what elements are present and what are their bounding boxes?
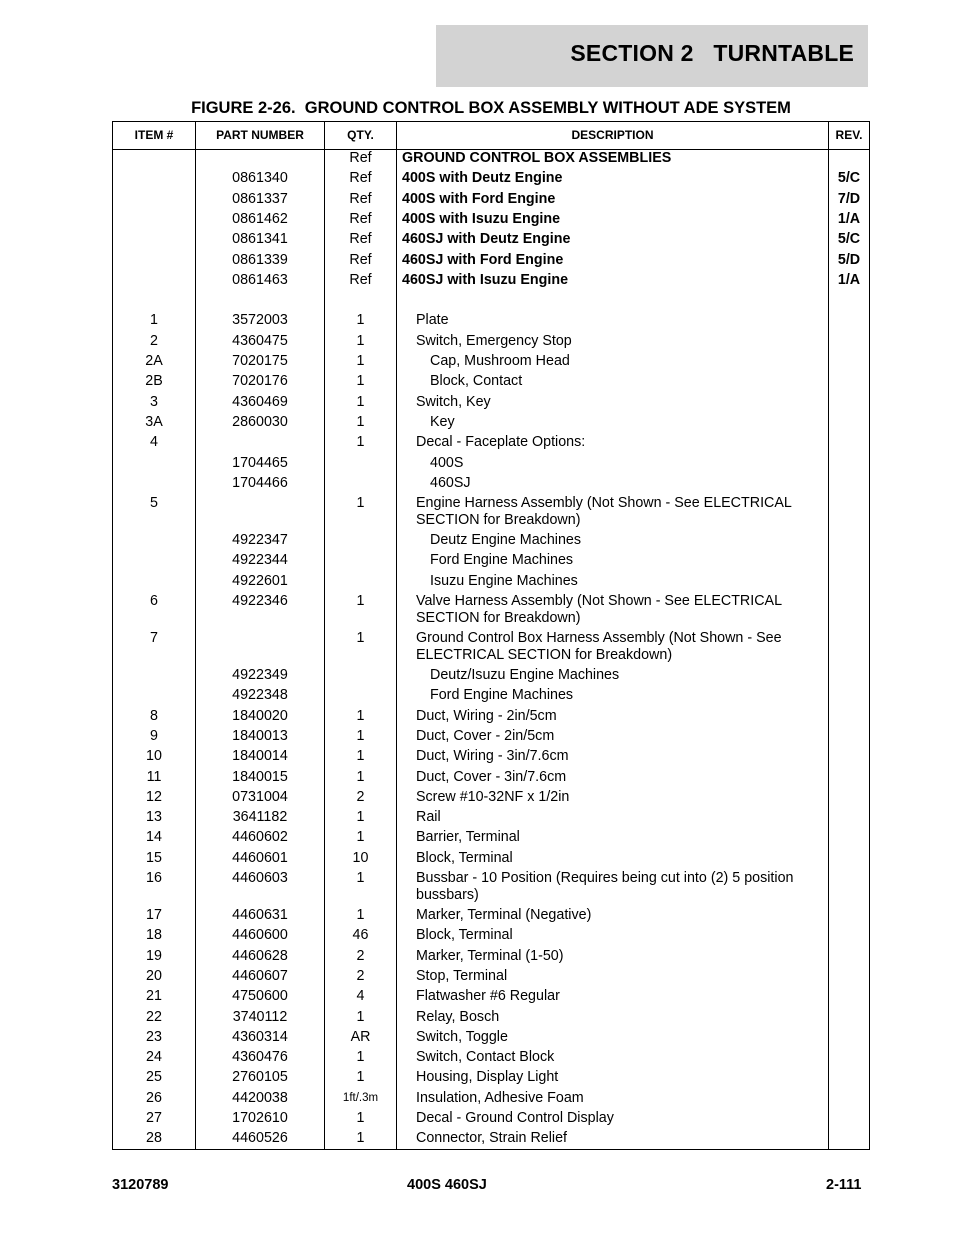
description-cell: Housing, Display Light (416, 1069, 559, 1086)
description-cell: Connector, Strain Relief (416, 1130, 567, 1147)
part-number-cell: 2760105 (232, 1069, 288, 1086)
description-cell: 400S with Isuzu Engine (402, 210, 561, 227)
qty-cell: 1 (356, 748, 365, 765)
description-cell: Engine Harness Assembly (Not Shown - See ELECTRICAL (416, 495, 792, 512)
description-cell: 400S (430, 454, 464, 471)
header-rev: REV. (835, 128, 863, 142)
description-cell: Decal - Faceplate Options: (416, 434, 586, 451)
description-cell: Decal - Ground Control Display (416, 1110, 614, 1126)
qty-cell: Ref (349, 210, 372, 227)
item-number-cell: 26 (146, 1089, 162, 1106)
description-continuation-cell: bussbars) (416, 887, 479, 903)
description-continuation-cell: SECTION for Breakdown) (416, 512, 581, 529)
footer-page-number: 2-111 (826, 1177, 862, 1193)
qty-cell: 2 (356, 947, 365, 964)
part-number-cell: 3572003 (232, 312, 288, 329)
qty-cell: 1 (356, 630, 365, 646)
part-number-cell: 4460628 (232, 947, 288, 964)
qty-cell: 1 (356, 829, 365, 846)
qty-cell: 1 (356, 393, 365, 410)
description-cell: Screw #10-32NF x 1/2in (416, 788, 570, 805)
item-number-cell: 10 (146, 748, 162, 765)
part-number-cell: 0861463 (232, 271, 288, 288)
part-number-cell: 1704466 (232, 474, 288, 491)
rev-cell: 5/C (837, 170, 861, 187)
item-number-cell: 15 (146, 849, 162, 866)
description-cell: Duct, Cover - 2in/5cm (416, 727, 555, 744)
rev-cell: 5/D (837, 251, 861, 268)
part-number-cell: 0861339 (232, 251, 288, 268)
part-number-cell: 0861462 (232, 210, 288, 227)
part-number-cell: 7020175 (232, 353, 288, 369)
item-number-cell: 7 (150, 630, 158, 646)
part-number-cell: 1840015 (232, 768, 288, 785)
figure-title: FIGURE 2-26. GROUND CONTROL BOX ASSEMBLY WITHOUT ADE SYSTEM (191, 99, 791, 117)
description-cell: Duct, Wiring - 3in/7.6cm (416, 748, 569, 765)
header-qty: QTY. (347, 128, 374, 142)
qty-cell: 1 (356, 373, 365, 390)
description-cell: Ground Control Box Harness Assembly (Not Shown - See (416, 630, 782, 646)
qty-cell: Ref (349, 170, 372, 187)
description-cell: Rail (416, 809, 441, 826)
part-number-cell: 3641182 (232, 809, 288, 826)
description-cell: Insulation, Adhesive Foam (416, 1089, 584, 1106)
qty-cell: Ref (349, 271, 372, 288)
description-cell: Valve Harness Assembly (Not Shown - See ELECTRICAL (416, 593, 783, 609)
parts-table (112, 121, 870, 1150)
description-cell: Duct, Wiring - 2in/5cm (416, 707, 557, 724)
description-cell: Plate (416, 312, 449, 329)
item-number-cell: 28 (146, 1130, 162, 1147)
qty-cell: AR (350, 1028, 371, 1045)
item-number-cell: 5 (150, 495, 158, 512)
description-cell: Flatwasher #6 Regular (416, 988, 560, 1005)
description-cell: Duct, Cover - 3in/7.6cm (416, 768, 567, 785)
footer-doc-number: 3120789 (112, 1177, 169, 1193)
qty-cell: 1ft/.3m (342, 1091, 379, 1104)
part-number-cell: 7020176 (232, 373, 288, 390)
item-number-cell: 8 (150, 707, 158, 724)
qty-cell: 10 (352, 849, 369, 866)
qty-cell: Ref (349, 251, 372, 268)
part-number-cell: 4460602 (232, 829, 288, 846)
description-cell: 460SJ with Deutz Engine (402, 231, 571, 248)
description-cell: Switch, Toggle (416, 1028, 508, 1045)
description-cell: Key (430, 413, 455, 430)
item-number-cell: 18 (146, 927, 162, 944)
qty-cell: 1 (356, 353, 365, 369)
part-number-cell: 0861337 (232, 190, 288, 207)
qty-cell: 1 (356, 707, 365, 724)
part-number-cell: 4460601 (232, 849, 288, 866)
qty-cell: 4 (356, 988, 365, 1005)
item-number-cell: 3A (145, 413, 163, 430)
description-cell: 400S with Deutz Engine (402, 170, 563, 187)
description-cell: Ford Engine Machines (430, 552, 574, 569)
part-number-cell: 1702610 (232, 1110, 288, 1126)
item-number-cell: 2A (145, 353, 163, 369)
item-number-cell: 23 (146, 1028, 162, 1045)
part-number-cell: 4922348 (232, 687, 288, 704)
item-number-cell: 3 (150, 393, 158, 410)
section-header (436, 25, 868, 87)
description-cell: Stop, Terminal (416, 967, 508, 984)
description-cell: Deutz Engine Machines (430, 532, 581, 549)
description-cell: 460SJ (430, 474, 471, 491)
description-cell: Switch, Key (416, 393, 491, 410)
description-cell: Marker, Terminal (Negative) (416, 907, 592, 923)
qty-cell: 1 (356, 1069, 365, 1086)
qty-cell: 1 (356, 809, 365, 826)
rev-cell: 1/A (837, 210, 861, 227)
part-number-cell: 4922601 (232, 572, 288, 589)
description-cell: Block, Terminal (416, 927, 513, 944)
part-number-cell: 4750600 (232, 988, 288, 1005)
part-number-cell: 4420038 (232, 1089, 288, 1106)
section-title: SECTION 2 TURNTABLE (570, 40, 854, 66)
qty-cell: 1 (356, 768, 365, 785)
description-cell: Cap, Mushroom Head (430, 353, 570, 369)
part-number-cell: 1840020 (232, 707, 288, 724)
part-number-cell: 4460600 (232, 927, 288, 944)
qty-cell: 2 (356, 967, 365, 984)
item-number-cell: 1 (150, 312, 158, 329)
qty-cell: 1 (356, 413, 365, 430)
qty-cell: 1 (356, 495, 365, 512)
part-number-cell: 4460631 (232, 907, 288, 923)
qty-cell: 1 (356, 870, 365, 886)
item-number-cell: 12 (146, 788, 162, 805)
qty-cell: 1 (356, 312, 365, 329)
item-number-cell: 19 (146, 947, 162, 964)
item-number-cell: 25 (146, 1069, 162, 1086)
qty-cell: 1 (356, 1008, 365, 1025)
part-number-cell: 4922344 (232, 552, 288, 569)
description-cell: Block, Terminal (416, 849, 513, 866)
item-number-cell: 6 (150, 593, 158, 609)
item-number-cell: 13 (146, 809, 162, 826)
header-part-number: PART NUMBER (216, 128, 304, 142)
qty-cell: 1 (356, 1110, 365, 1126)
rev-cell: 5/C (837, 231, 861, 248)
part-number-cell: 4360475 (232, 332, 288, 349)
description-cell: 400S with Ford Engine (402, 190, 556, 207)
qty-cell: 46 (352, 927, 369, 944)
description-cell: Block, Contact (430, 373, 523, 390)
rev-cell: 1/A (837, 271, 861, 288)
description-cell: Switch, Emergency Stop (416, 332, 572, 349)
part-number-cell: 1840014 (232, 748, 288, 765)
part-number-cell: 3740112 (232, 1008, 288, 1025)
item-number-cell: 2B (145, 373, 163, 390)
qty-cell: 1 (356, 593, 365, 609)
description-cell: Marker, Terminal (1-50) (416, 947, 564, 964)
part-number-cell: 0861340 (232, 170, 288, 187)
part-number-cell: 4460603 (232, 870, 288, 886)
part-number-cell: 1840013 (232, 727, 288, 744)
description-continuation-cell: ELECTRICAL SECTION for Breakdown) (416, 647, 673, 663)
footer-model: 400S 460SJ (407, 1177, 487, 1193)
header-description: DESCRIPTION (571, 128, 654, 142)
qty-cell: 1 (356, 434, 365, 451)
description-cell: 460SJ with Ford Engine (402, 251, 564, 268)
part-number-cell: 4360314 (232, 1028, 288, 1045)
description-cell: Ford Engine Machines (430, 687, 574, 704)
part-number-cell: 0731004 (232, 788, 288, 805)
part-number-cell: 4460607 (232, 967, 288, 984)
item-number-cell: 21 (146, 988, 162, 1005)
part-number-cell: 4922346 (232, 593, 288, 609)
description-cell: Relay, Bosch (416, 1008, 500, 1025)
qty-cell: 1 (356, 1130, 365, 1147)
item-number-cell: 22 (146, 1008, 162, 1025)
item-number-cell: 2 (150, 332, 158, 349)
header-item: ITEM # (134, 128, 174, 142)
qty-cell: Ref (349, 231, 372, 248)
part-number-cell: 4922347 (232, 532, 288, 549)
part-number-cell: 1704465 (232, 454, 288, 471)
description-cell: Isuzu Engine Machines (430, 572, 578, 589)
description-cell: Bussbar - 10 Position (Requires being cut into (2) 5 position (416, 870, 794, 886)
item-number-cell: 20 (146, 967, 162, 984)
item-number-cell: 17 (146, 907, 162, 923)
description-cell: Deutz/Isuzu Engine Machines (430, 667, 620, 683)
rev-cell: 7/D (837, 190, 861, 207)
item-number-cell: 11 (146, 768, 162, 785)
item-number-cell: 24 (146, 1049, 162, 1066)
item-number-cell: 4 (150, 434, 158, 451)
description-cell: 460SJ with Isuzu Engine (402, 271, 569, 288)
item-number-cell: 16 (146, 870, 162, 886)
qty-cell: 1 (356, 332, 365, 349)
part-number-cell: 4360469 (232, 393, 288, 410)
qty-cell: 1 (356, 907, 365, 923)
part-number-cell: 4460526 (232, 1130, 288, 1147)
part-number-cell: 0861341 (232, 231, 288, 248)
part-number-cell: 4360476 (232, 1049, 288, 1066)
description-cell: GROUND CONTROL BOX ASSEMBLIES (402, 150, 672, 166)
description-cell: Barrier, Terminal (416, 829, 520, 846)
qty-cell: Ref (349, 190, 372, 207)
qty-cell: 1 (356, 1049, 365, 1066)
item-number-cell: 14 (146, 829, 162, 846)
description-continuation-cell: SECTION for Breakdown) (416, 610, 581, 626)
qty-cell: 2 (356, 788, 365, 805)
description-cell: Switch, Contact Block (416, 1049, 555, 1066)
column-divider (396, 122, 397, 1149)
part-number-cell: 4922349 (232, 667, 288, 683)
part-number-cell: 2860030 (232, 413, 288, 430)
qty-cell: Ref (349, 150, 372, 166)
item-number-cell: 9 (150, 727, 158, 744)
item-number-cell: 27 (146, 1110, 162, 1126)
qty-cell: 1 (356, 727, 365, 744)
